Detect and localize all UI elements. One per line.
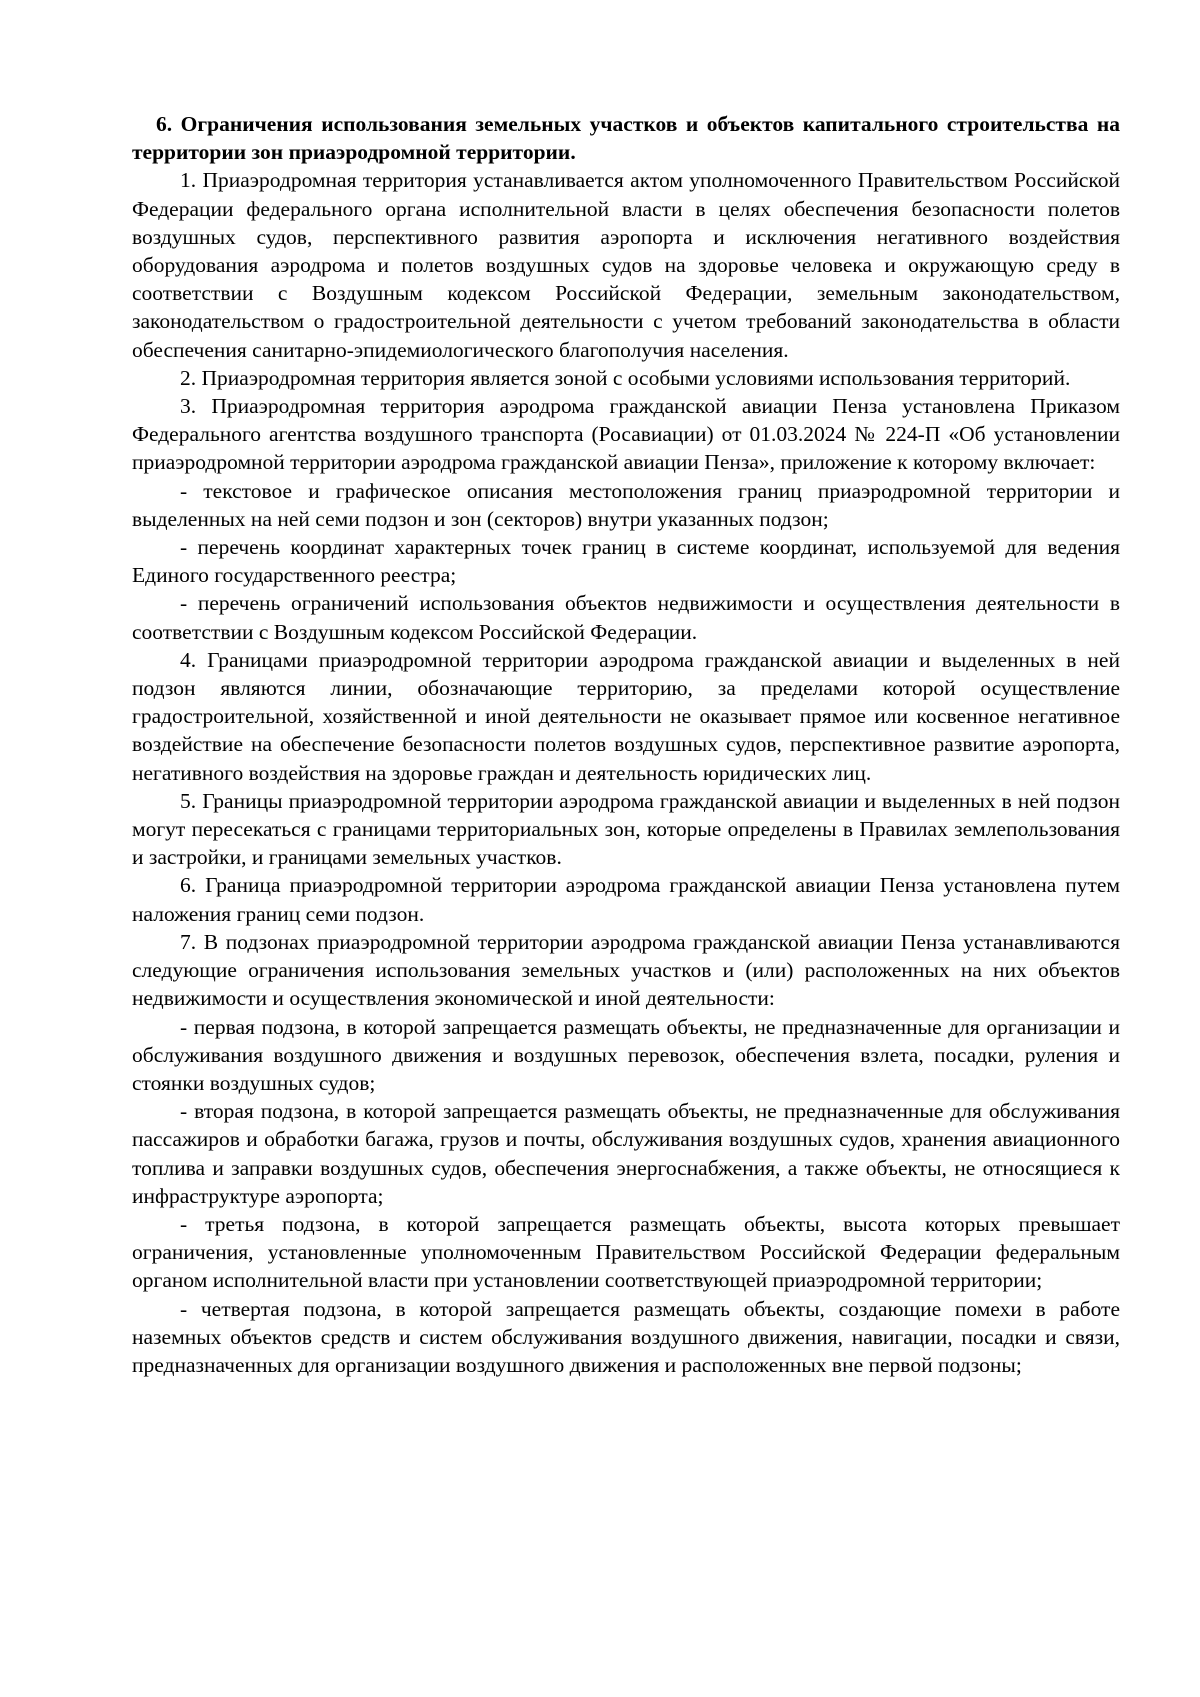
subzone-4-item: - четвертая подзона, в которой запрещается размещать объекты, создающие помехи в работе наземных объектов средств и систем обслуживания воздушного движения, навигации, посадки и связи, предназначенных для организации воздушного движения и расположенных вне первой подзоны; <box>132 1296 1120 1377</box>
paragraph-7: 7. В подзонах приаэродромной территории аэродрома гражданской авиации Пенза устанавливаются следующие ограничения использования земельных участков и (или) расположенных на них объектов недвижимости и осуществления экономической и иной деятельности: <box>132 929 1120 1011</box>
subzone-1-item: - первая подзона, в которой запрещается размещать объекты, не предназначенные для организации и обслуживания воздушного движения и воздушных перевозок, обеспечения взлета, посадки, руления и стоянки воздушных судов; <box>132 1014 1120 1095</box>
list-item-restrictions: - перечень ограничений использования объектов недвижимости и осуществления деятельности в соответствии с Воздушным кодексом Российской Федерации. <box>132 591 1120 644</box>
paragraph-4: 4. Границами приаэродромной территории аэродрома гражданской авиации и выделенных в ней подзон являются линии, обозначающие территорию, за пределами которой осуществление градостроительной, хозяйственной и иной деятельности не оказывает прямое или косвенное негативное воздействие на обеспечение безопасности полетов воздушных судов, перспективное развитие аэропорта, негативного воздействия на здоровье граждан и деятельность юридических лиц. <box>132 647 1120 785</box>
paragraph-6: 6. Граница приаэродромной территории аэродрома гражданской авиации Пенза установлена путем наложения границ семи подзон. <box>132 873 1120 926</box>
subzone-3-item: - третья подзона, в которой запрещается размещать объекты, высота которых превышает ограничения, установленные уполномоченным Правительством Российской Федерации федеральным органом исполнительной власти при установлении соответствующей приаэродромной территории; <box>132 1211 1120 1293</box>
list-item-coordinates: - перечень координат характерных точек границ в системе координат, используемой для ведения Единого государственного реестра; <box>132 535 1120 588</box>
paragraph-5: 5. Границы приаэродромной территории аэродрома гражданской авиации и выделенных в ней подзон могут пересекаться с границами территориальных зон, которые определены в Правилах землепользования и застройки, и границами земельных участков. <box>132 788 1120 870</box>
document-body <box>132 110 1120 1379</box>
paragraph-2: 2. Приаэродромная территория является зоной с особыми условиями использования территорий. <box>180 365 1071 390</box>
section-heading: 6. Ограничения использования земельных участков и объектов капитального строительства на территории зон приаэродромной территории. <box>132 112 1120 165</box>
paragraph-3: 3. Приаэродромная территория аэродрома гражданской авиации Пенза установлена Приказом Федерального агентства воздушного транспорта (Росавиации) от 01.03.2024 № 224-П «Об установлении приаэродромной территории аэродрома гражданской авиации Пенза», приложение к которому включает: <box>132 394 1120 475</box>
paragraph-1: 1. Приаэродромная территория устанавливается актом уполномоченного Правительством Российской Федерации федерального органа исполнительной власти в целях обеспечения безопасности полетов воздушных судов, перспективного развития аэропорта и исключения негативного воздействия оборудования аэродрома и полетов воздушных судов на здоровье человека и окружающую среду в соответствии с Воздушным кодексом Российской Федерации, земельным законодательством, законодательством о градостроительной деятельности с учетом требований законодательства в области обеспечения санитарно-эпидемиологического благополучия населения. <box>132 168 1120 362</box>
subzone-2-item: - вторая подзона, в которой запрещается размещать объекты, не предназначенные для обслуживания пассажиров и обработки багажа, грузов и почты, обслуживания воздушных судов, хранения авиационного топлива и заправки воздушных судов, обеспечения энергоснабжения, а также объекты, не относящиеся к инфраструктуре аэропорта; <box>132 1099 1120 1208</box>
list-item-text-description: - текстовое и графическое описания местоположения границ приаэродромной территории и выделенных на ней семи подзон и зон (секторов) внутри указанных подзон; <box>132 478 1120 531</box>
